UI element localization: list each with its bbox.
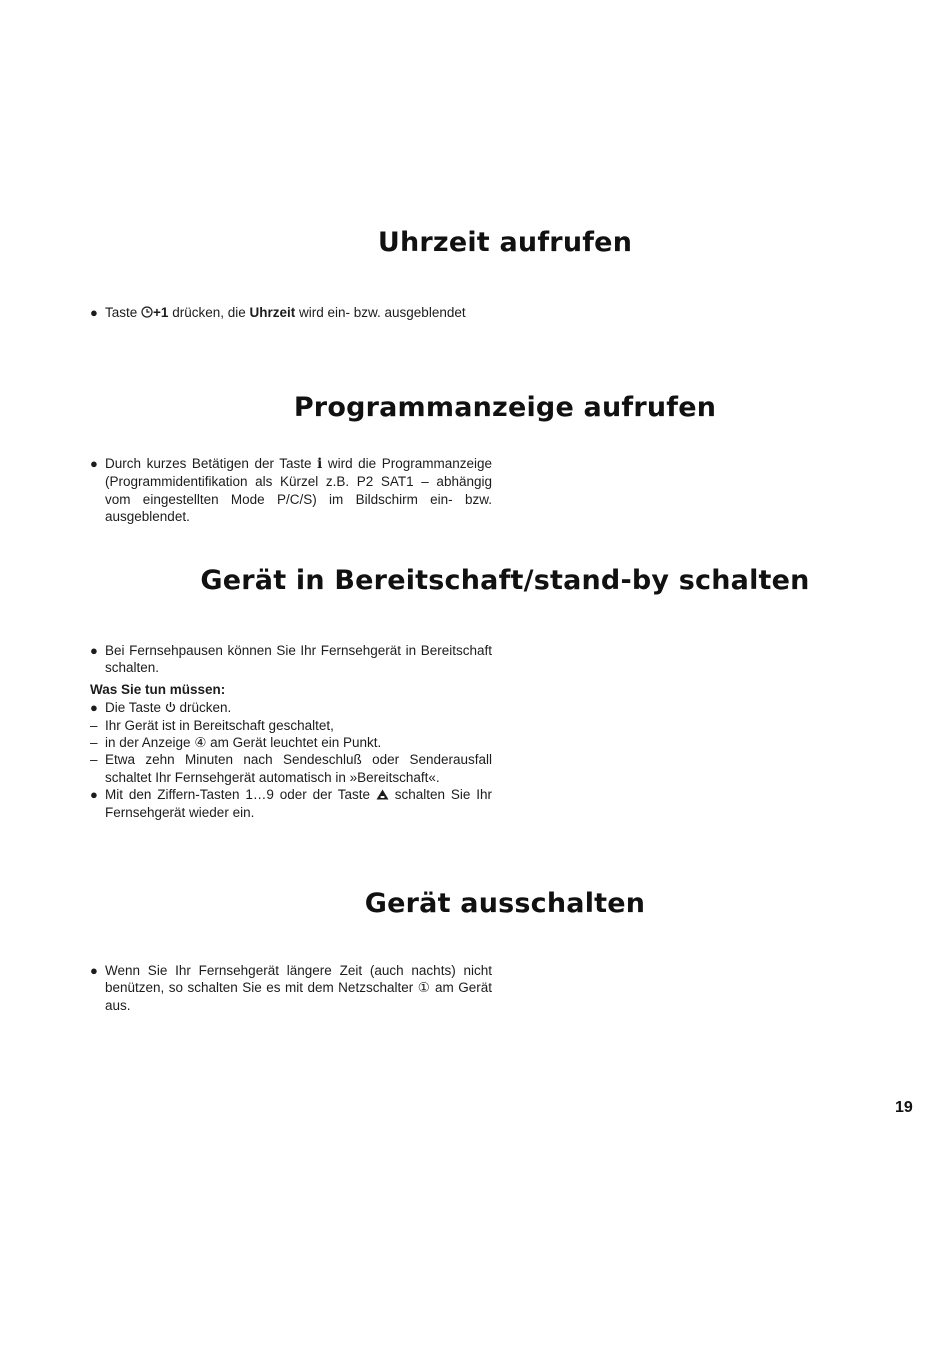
heading-bereitschaft: Gerät in Bereitschaft/stand-by schalten (200, 565, 810, 596)
list-item: – Etwa zehn Minuten nach Sendeschluß oder Senderausfall schaltet Ihr Fernsehgerät automatisch in »Bereitschaft«. (90, 752, 492, 785)
section-ausschalten-body (90, 962, 492, 1014)
power-icon (165, 699, 176, 716)
section-uhrzeit-body (90, 304, 492, 321)
dash-marker: – (90, 752, 98, 768)
bullet-icon: ● (90, 700, 98, 716)
display-number-label: ④ (194, 735, 207, 751)
program-up-icon (376, 786, 389, 803)
heading-programmanzeige: Programmanzeige aufrufen (293, 392, 717, 423)
section-programmanzeige-body (90, 455, 492, 526)
bullet-icon: ● (90, 787, 98, 803)
list-item: ● Wenn Sie Ihr Fernsehgerät längere Zeit (auch nachts) nicht benützen, so schalten Sie es mit dem Netzschalter ① am Gerät aus. (90, 963, 492, 1013)
list-item: ● Taste +1 drücken, die Uhrzeit wird ein- bzw. ausgeblendet (90, 305, 466, 320)
bullet-icon: ● (90, 643, 98, 658)
bullet-icon: ● (90, 456, 98, 471)
bullet-icon: ● (90, 305, 98, 320)
info-key-label: i (317, 456, 323, 472)
list-item: ● Mit den Ziffern-Tasten 1…9 oder der Taste schalten Sie Ihr Fernsehgerät wieder ein. (90, 787, 492, 820)
list-item: ● Durch kurzes Betätigen der Taste i wird die Programmanzeige (Programmidentifikation als Kürzel z.B. P2 SAT1 – abhängig vom eingestellten Mode P/C/S) im Bildschirm ein- bzw. ausgeblendet. (90, 456, 492, 525)
power-switch-number-label: ① (417, 980, 431, 996)
sublabel: Was Sie tun müssen: (90, 681, 226, 697)
list-item: – in der Anzeige ④ am Gerät leuchtet ein Punkt. (90, 735, 382, 751)
list-item: ● Bei Fernsehpausen können Sie Ihr Fernsehgerät in Bereitschaft schalten. (90, 643, 492, 676)
list-item: ● Die Taste drücken. (90, 700, 232, 716)
list-item: – Ihr Gerät ist in Bereitschaft geschaltet, (90, 717, 334, 733)
dash-marker: – (90, 735, 98, 751)
dash-marker: – (90, 717, 98, 733)
clock-key-icon (141, 304, 153, 321)
bullet-icon: ● (90, 963, 98, 978)
heading-ausschalten: Gerät ausschalten (364, 888, 646, 919)
section-bereitschaft-body (90, 642, 492, 821)
page-number: 19 (895, 1099, 913, 1116)
heading-uhrzeit: Uhrzeit aufrufen (377, 227, 633, 258)
